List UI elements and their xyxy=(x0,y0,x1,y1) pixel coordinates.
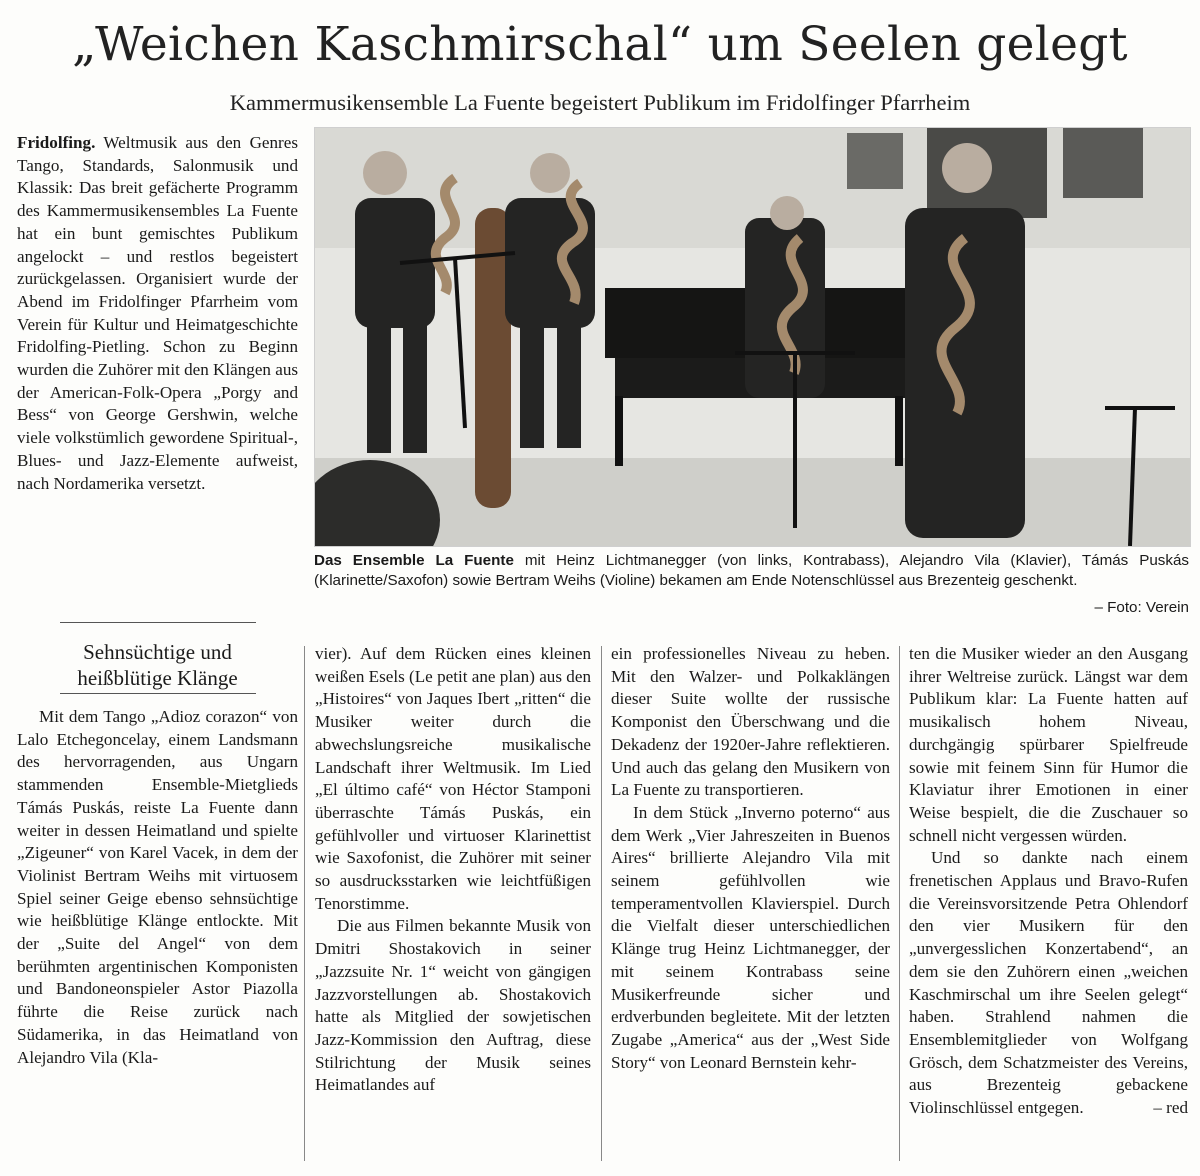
column-2-text-b: Die aus Filmen bekannte Musik von Dmitri Shostakovich in seiner „Jazzsuite Nr. 1“ weicht von gängigen Jazzvorstellungen ab. Shostakovich hatte als Mitglied der sowjetischen Jazz-Kommission den Auftrag, diese Stilrichtung der Musik seines Heimatlandes auf xyxy=(315,916,591,1095)
column-4-text-b xyxy=(909,847,1188,1119)
column-4 xyxy=(909,643,1188,1120)
box-heading-line1: Sehnsüchtige und xyxy=(83,640,232,664)
lead-text: Weltmusik aus den Genres Tango, Standards, Salonmusik und Klassik: Das breit gefächerte Programm des Kammermusikensembles La Fuente hat ein bunt gemischtes Publikum angelockt – und restlos begeistert zurückgelassen. Organisiert wurde der Abend im Fridolfinger Pfarrheim vom Verein für Kultur und Heimatgeschichte Fridolfing-Pietling. Schon zu Beginn wurden die Zuhörer mit den Klängen aus der American-Folk-Opera „Porgy and Bess“ von George Gershwin, welche viele volkstümlich gewordene Spiritual-, Blues- und Jazz-Elemente aufweist, nach Nordamerika versetzt. xyxy=(17,133,299,493)
ensemble-photo xyxy=(314,127,1191,547)
column-divider xyxy=(899,646,900,1161)
column-3-text-a: ein professionelles Niveau zu heben. Mit den Walzer- und Polkaklängen dieser Suite wollte der russische Komponist den Überschwang und die Dekadenz der 1920er-Jahre reflektieren. Und auch das gelang den Musikern von La Fuente zu transportieren. xyxy=(611,644,890,800)
column-2 xyxy=(315,643,591,1097)
photo-caption xyxy=(314,551,1189,591)
column-3 xyxy=(611,643,890,1074)
photo-caption-text: mit Heinz Lichtmanegger (von links, Kontrabass), Alejandro Vila (Klavier), Támás Puskás (Klarinette/Saxofon) sowie Bertram Weihs (Violine) bekamen am Ende Notenschlüssel aus Brezenteig geschenkt. xyxy=(314,552,1189,589)
column-2-text-a: vier). Auf dem Rücken eines kleinen weißen Esels (Le petit ane plan) aus den „Histoires“ von Jaques Ibert „ritten“ die Musiker weiter durch die abwechslungsreiche musikalische Landschaft ihrer Weltmusik. Im Lied „El último café“ von Héctor Stamponi überraschte Támás Puskás, ein gefühlvoller und virtuoser Klarinettist wie Saxofonist, die Zuhörer mit seiner so ausdrucksstarken wie leichtfüßigen Tenorstimme. xyxy=(315,644,591,913)
lead-paragraph xyxy=(17,132,298,495)
ensemble-photo-illustration xyxy=(315,128,1190,546)
column-1 xyxy=(17,706,298,1069)
box-top-rule xyxy=(60,622,256,623)
column-3-text-b: In dem Stück „Inverno poterno“ aus dem Werk „Vier Jahreszeiten in Buenos Aires“ brillierte Alejandro Vila mit seinem gefühlvollen wie temperamentvollen Klavierspiel. Durch die Vielfalt dieser unterschiedlichen Klänge trug Heinz Lichtmanegger, der mit seinem Kontrabass seine Musikerfreunde sicher und erdverbunden begleitete. Mit der letzten Zugabe „America“ aus der „West Side Story“ von Leonard Bernstein kehr- xyxy=(611,802,890,1072)
dateline: Fridolfing. xyxy=(17,133,96,152)
column-divider xyxy=(304,646,305,1161)
headline: „Weichen Kaschmirschal“ um Seelen gelegt xyxy=(72,17,1128,72)
subheadline: Kammermusikensemble La Fuente begeistert Publikum im Fridolfinger Pfarrheim xyxy=(229,90,971,115)
column-1-text: Mit dem Tango „Adioz corazon“ von Lalo Etchegoncelay, einem Landsmann des hervorragenden, aus Ungarn stammenden Ensemble-Mietglieds Támás Puskás, reiste La Fuente dann weiter in dessen Heimatland und spielte „Zigeuner“ von Karel Vacek, in dem der Violinist Bertram Weihs mit virtuosem Spiel seiner Geige ebenso sehnsüchtige wie heißblütige Klänge entlockte. Mit der „Suite del Angel“ von dem berühmten argentinischen Komponisten und Bandoneonspieler Astor Piazolla führte die Reise zurück nach Südamerika, in das Heimatland von Alejandro Vila (Kla- xyxy=(17,707,298,1067)
photo-caption-bold: Das Ensemble La Fuente xyxy=(314,552,514,569)
box-bottom-rule xyxy=(60,693,256,694)
box-heading xyxy=(17,639,298,691)
column-4-text-b-body: Und so dankte nach einem frenetischen Applaus und Bravo-Rufen die Vereinsvorsitzende Petra Ohlendorf den vier Musikern für den „unvergesslichen Konzertabend“, an dem sie den Zuhörern einen „weichen Kaschmirschal um ihre Seelen gelegt“ haben. Strahlend nahmen die Ensemblemitglieder von Wolfgang Grösch, dem Schatzmeister des Vereins, aus Brezenteig gebackene Violinschlüssel entgegen. xyxy=(909,848,1188,1118)
author-sign: – red xyxy=(1153,1098,1188,1118)
column-4-text-a: ten die Musiker wieder an den Ausgang ihrer Weltreise zurück. Längst war dem Publikum klar: La Fuente hatten auf musikalisch hohem Niveau, durchgängig spürbarer Spielfreude sowie mit feinem Sinn für Humor die Klaviatur ihrer Emotionen in einer Weise bespielt, die die Zuschauer so schnell nicht vergessen würden. xyxy=(909,644,1188,845)
photo-credit: – Foto: Verein xyxy=(1094,599,1189,616)
column-divider xyxy=(601,646,602,1161)
box-heading-line2: heißblütige Klänge xyxy=(77,666,238,690)
